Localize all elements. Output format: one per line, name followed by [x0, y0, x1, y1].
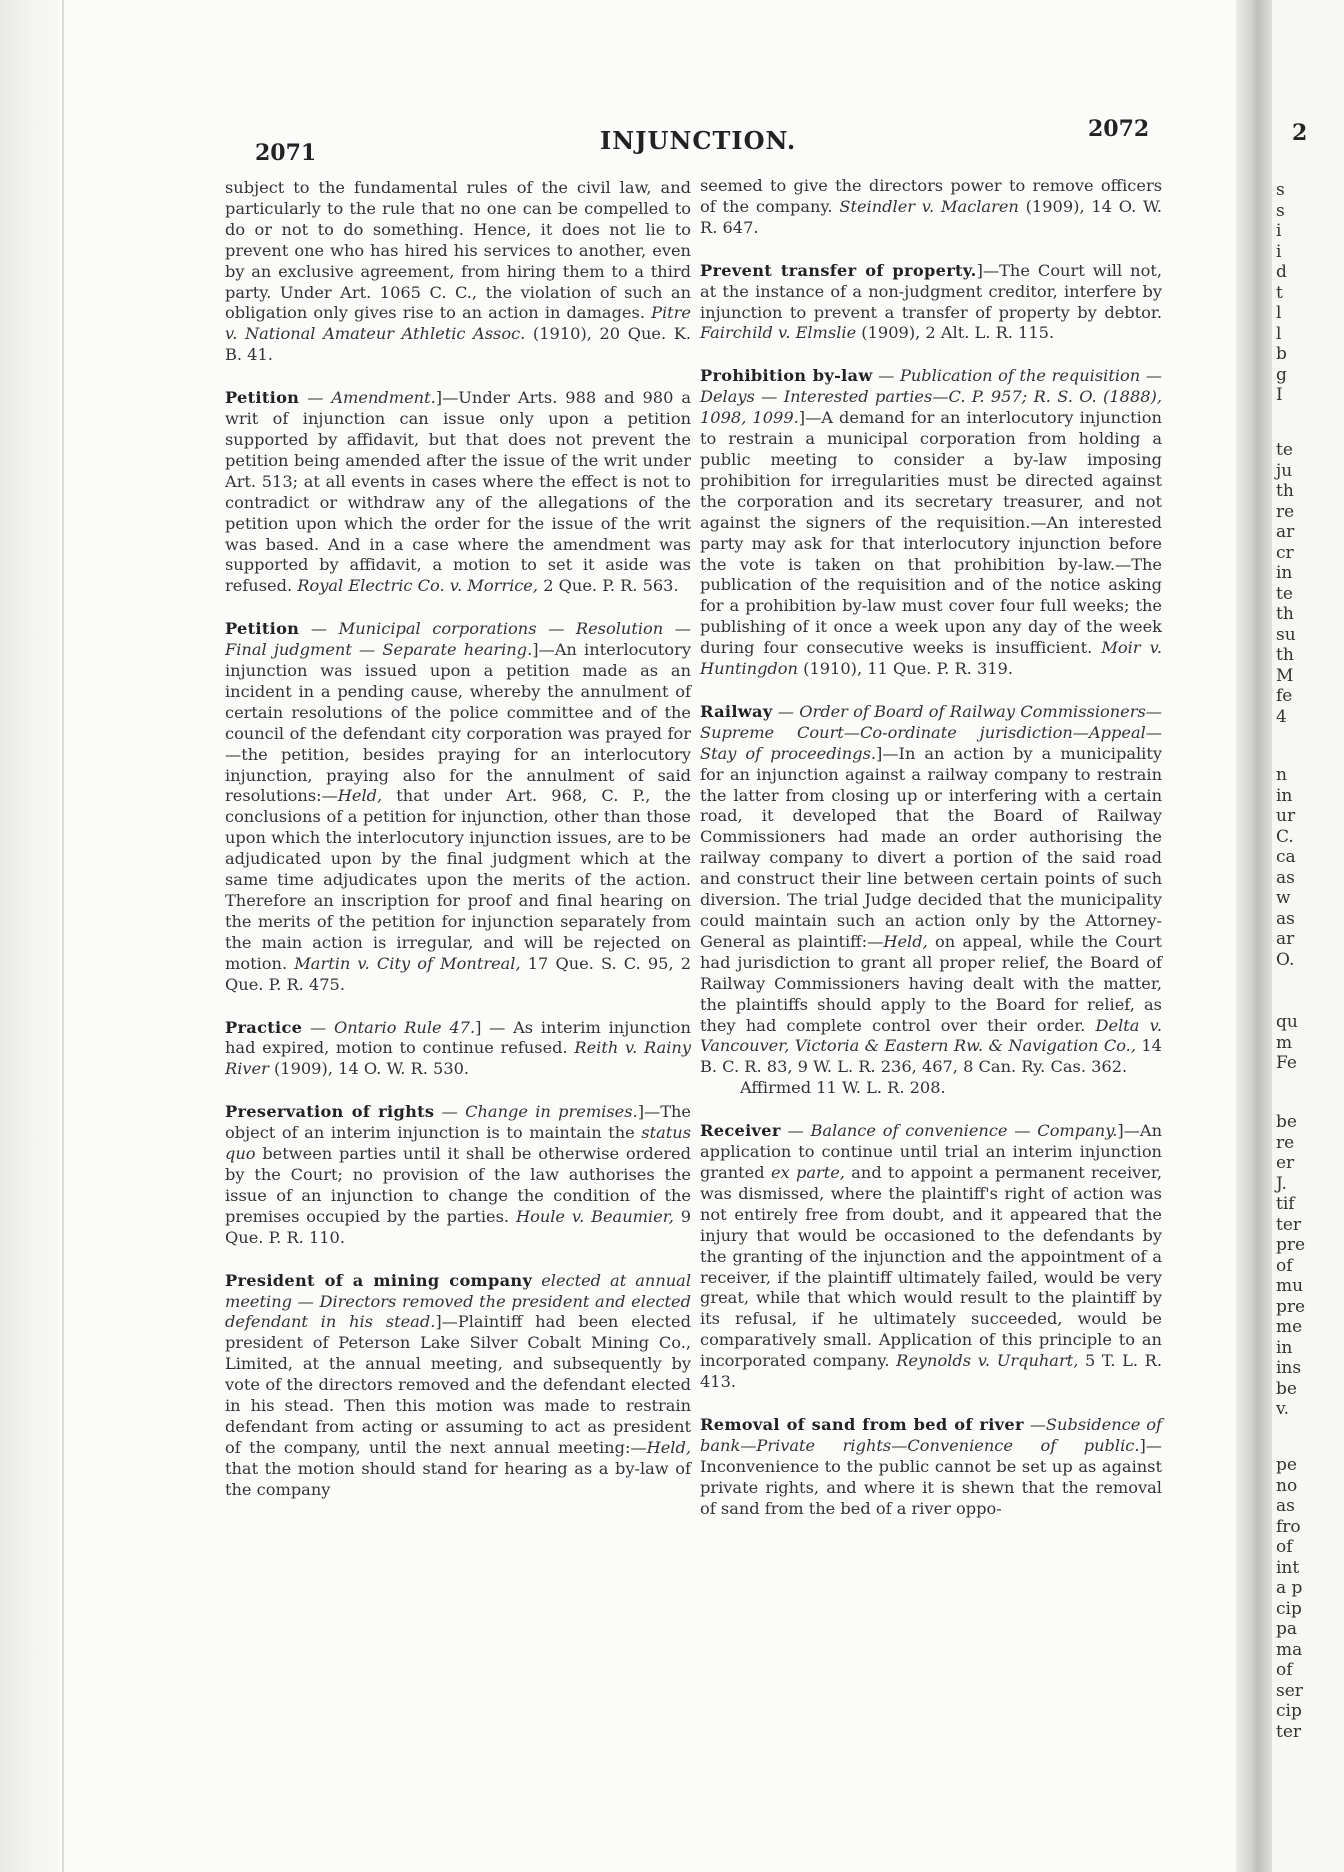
entry-petition-municipal: Petition — Municipal corporations — Resolution — Final judgment — Separate hearing.]—An interlocutory injunction was issued upon a petition made as an incident in a pending cause, whereby the annulment of certain resolutions of the police committee and of the council of the defendant city corporation was prayed for—the petition, besides praying for an interlocutory injunction, praying also for the annulment of said resolutions:—Held, that under Art. 968, C. P., the conclusions of a petition for injunction, other than those upon which the interlocutory injunction issues, are to be adjudicated upon by the final judgment which at the same time adjudicates upon the merits of the action. Therefore an inscription for proof and final hearing on the merits of the petition for injunction separately from the main action is irregular, and will be rejected on motion. Martin v. City of Montreal, 17 Que. S. C. 95, 2 Que. P. R. 475.: [225, 619, 692, 994]
entry-prohibition-by-law: Prohibition by-law — Publication of the requisition — Delays — Interested parties—C. P. 957; R. S. O. (1888), 1098, 1099.]—A demand for an interlocutory injunction to restrain a municipal corporation from holding a public meeting to consider a by-law imposing prohibition for irregularities must be directed against the corporation and its secretary treasurer, and not against the signers of the requisition.—An interested party may ask for that interlocutory injunction before the vote is taken on that prohibition by-law.—The publication of the requisition and of the notice asking for a prohibition by-law must cover four full weeks; the publishing of it once a week upon any day of the week during four consecutive weeks is insufficient. Moir v. Huntingdon (1910), 11 Que. P. R. 319.: [700, 366, 1163, 679]
entry-heading: Petition: [225, 619, 300, 639]
case-name: Moir v. Huntingdon: [700, 638, 1163, 679]
left-column: [225, 178, 691, 1501]
entry-president-mining-company: President of a mining company elected at annual meeting — Directors removed the president and elected defendant in his stead.]—Plaintiff had been elected president of Peterson Lake Silver Cobalt Mining Co., Limited, at the annual meeting, and subsequently by vote of the directors removed and the defendant elected in his stead. Then this motion was made to restrain defendant from acting or assuming to act as president of the company, until the next annual meeting:—Held, that the motion should stand for hearing as a by-law of the company: [225, 1270, 691, 1499]
entry-heading: Practice: [225, 1017, 303, 1037]
running-head: INJUNCTION.: [600, 126, 797, 155]
affirmed-note: Affirmed 11 W. L. R. 208.: [740, 1078, 946, 1098]
gutter-shadow-line: [62, 0, 64, 1872]
entry-petition-amendment: Petition — Amendment.]—Under Arts. 988 and 980 a writ of injunction can issue only upon a petition supported by affidavit, but that does not prevent the petition being amended after the issue of the writ under Art. 513; at all events in cases where the effect is not to contradict or withdraw any of the allegations of the petition upon which the order for the issue of the writ was based. And in a case where the amendment was supported by affidavit, a motion to set it aside was refused. Royal Electric Co. v. Morrice, 2 Que. P. R. 563.: [225, 388, 691, 596]
continued-entry: subject to the fundamental rules of the civil law, and particularly to the rule that no one can be compelled to do or not to do something. Hence, it does not lie to prevent one who has hired his services to another, even by an exclusive agreement, from hiring them to a third party. Under Art. 1065 C. C., the violation of such an obligation only gives rise to an action in damages. Pitre v. National Amateur Athletic Assoc. (1910), 20 Que. K. B. 41.: [225, 178, 691, 365]
entry-heading: Preservation of rights: [225, 1102, 435, 1122]
entry-heading: Prohibition by-law: [700, 366, 873, 386]
edge-text-block: n in ur C. ca as w as ar O.: [1276, 765, 1296, 970]
case-name: Martin v. City of Montreal,: [294, 953, 521, 973]
case-name: Reith v. Rainy River: [225, 1038, 691, 1079]
case-name: Steindler v. Maclaren: [839, 196, 1019, 216]
entry-heading: Prevent transfer of property.: [700, 260, 977, 280]
edge-text-block: te ju th re ar cr in te th su th M fe 4: [1276, 440, 1296, 727]
entry-heading: President of a mining company: [225, 1270, 533, 1290]
book-binding-shadow: [1236, 0, 1272, 1872]
next-page-edge: [1272, 0, 1344, 1872]
entry-heading: Petition: [225, 388, 300, 408]
case-name: Fairchild v. Elmslie: [700, 323, 857, 343]
case-name: Pitre v. National Amateur Athletic Assoc.: [225, 303, 691, 344]
entry-removal-of-sand: Removal of sand from bed of river —Subsidence of bank—Private rights—Convenience of public.]—Inconvenience to the public cannot be set up as against private rights, and where it is shewn that the removal of sand from the bed of a river oppo-: [700, 1414, 1162, 1518]
entry-practice: Practice — Ontario Rule 47.] — As interim injunction had expired, motion to continue refused. Reith v. Rainy River (1909), 14 O. W. R. 530.: [225, 1017, 691, 1079]
entry-prevent-transfer: Prevent transfer of property.]—The Court will not, at the instance of a non-judgment creditor, interfere by injunction to prevent a transfer of property by debtor. Fairchild v. Elmslie (1909), 2 Alt. L. R. 115.: [700, 260, 1162, 343]
continued-entry: seemed to give the directors power to remove officers of the company. Steindler v. Maclaren (1909), 14 O. W. R. 647.: [700, 176, 1162, 237]
entry-heading: Railway: [700, 701, 773, 721]
entry-receiver: Receiver — Balance of convenience — Company.]—An application to continue until trial an interim injunction granted ex parte, and to appoint a permanent receiver, was dismissed, where the plaintiff's right of action was not entirely free from doubt, and it appeared that the injury that would be occasioned to the defendants by the granting of the injunction and the appointment of a receiver, if the plaintiff ultimately failed, would be very great, while that which would result to the plaintiff by its refusal, if he ultimately succeeded, would be comparatively small. Application of this principle to an incorporated company. Reynolds v. Urquhart, 5 T. L. R. 413.: [700, 1121, 1162, 1392]
entry-heading: Receiver: [700, 1121, 781, 1141]
edge-text-block: qu m Fe: [1276, 1012, 1298, 1073]
entry-railway: Railway — Order of Board of Railway Commissioners—Supreme Court—Co-ordinate jurisdiction—Appeal—Stay of proceedings.]—In an action by a municipality for an injunction against a railway company to restrain the latter from closing up or interfering with a certain road, it developed that the Board of Railway Commissioners had made an order authorising the railway company to divert a portion of the said road and construct their line between certain points of such diversion. The trial Judge decided that the municipality could maintain such an action only by the Attorney-General as plaintiff:—Held, on appeal, while the Court had jurisdiction to grant all proper relief, the Board of Railway Commissioners having dealt with the matter, the plaintiffs should apply to the Board for relief, as they had complete control over their order. Delta v. Vancouver, Victoria & Eastern Rw. & Navigation Co., 14 B. C. R. 83, 9 W. L. R. 236, 467, 8 Can. Ry. Cas. 362.: [700, 701, 1163, 1077]
left-page-gutter: [0, 0, 60, 1872]
right-column: [700, 176, 1162, 1519]
edge-text-block: pe no as fro of int a p cip pa ma of ser cip ter: [1276, 1455, 1303, 1742]
entry-heading: Removal of sand from bed of river: [700, 1414, 1024, 1434]
entry-preservation-of-rights: Preservation of rights — Change in premises.]—The object of an interim injunction is to maintain the status quo between parties until it shall be otherwise ordered by the Court; no provision of the law authorises the issue of an injunction to change the condition of the premises occupied by the parties. Houle v. Beaumier, 9 Que. P. R. 110.: [225, 1102, 692, 1247]
right-page-number: 2072: [1088, 116, 1150, 142]
next-page-number-fragment: 2: [1292, 120, 1308, 146]
case-name: Reynolds v. Urquhart,: [896, 1351, 1079, 1371]
edge-text-block: s s i i d t l l b g I: [1276, 180, 1287, 405]
case-name: Delta v. Vancouver, Victoria & Eastern Rw. & Navigation Co.,: [700, 1015, 1163, 1056]
left-page-number: 2071: [255, 140, 317, 166]
case-name: Royal Electric Co. v. Morrice,: [297, 576, 539, 596]
case-name: Houle v. Beaumier,: [515, 1206, 674, 1226]
edge-text-block: be re er J. tif ter pre of mu pre me in ins be v.: [1276, 1112, 1306, 1419]
